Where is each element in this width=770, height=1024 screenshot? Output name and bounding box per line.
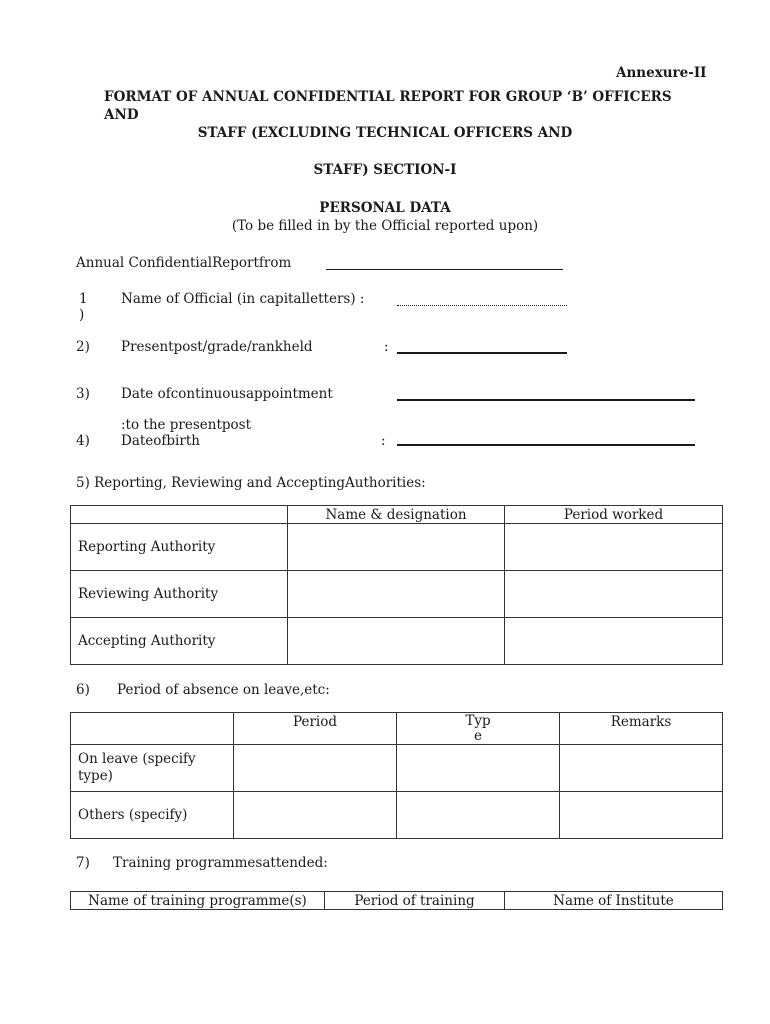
- absence-col-type: [397, 713, 560, 745]
- date-of-birth-blank[interactable]: [397, 444, 695, 446]
- personal-data-heading: PERSONAL DATA: [319, 200, 451, 216]
- form-title-line3: STAFF (EXCLUDING TECHNICAL OFFICERS AND: [197, 125, 573, 141]
- field-4-colon: :: [381, 433, 386, 449]
- table-row: [71, 571, 723, 618]
- training-col-period: Period of training: [325, 892, 505, 910]
- absence-table: [70, 712, 723, 839]
- absence-col-period: Period: [234, 713, 397, 745]
- field-1-number-paren: ): [79, 307, 85, 323]
- section-7-heading: Training programmesattended:: [113, 855, 328, 871]
- others-remarks-cell[interactable]: [560, 792, 723, 839]
- field-2-label: Presentpost/grade/rankheld: [121, 339, 313, 355]
- official-name-blank[interactable]: [397, 305, 567, 306]
- section-5-heading: 5) Reporting, Reviewing and AcceptingAuthorities:: [76, 475, 426, 491]
- accepting-authority-label: Accepting Authority: [71, 618, 288, 665]
- authorities-col-blank: [71, 506, 288, 524]
- training-col-institute: Name of Institute: [505, 892, 723, 910]
- section-7-number: 7): [76, 855, 90, 871]
- fill-instruction: (To be filled in by the Official reported upon): [231, 218, 539, 234]
- on-leave-period-cell[interactable]: [234, 745, 397, 792]
- field-3-label-continued: :to the presentpost: [121, 417, 252, 433]
- accepting-authority-name-cell[interactable]: [288, 618, 505, 665]
- form-title-line2: AND: [104, 107, 139, 123]
- authorities-col-name: Name & designation: [288, 506, 505, 524]
- table-row: [71, 524, 723, 571]
- training-table: [70, 891, 723, 910]
- others-type-cell[interactable]: [397, 792, 560, 839]
- annexure-label: Annexure-II: [616, 65, 707, 81]
- authorities-table: [70, 505, 723, 665]
- table-row: [71, 745, 723, 792]
- field-1-label: Name of Official (in capitalletters) :: [121, 291, 365, 307]
- reporting-authority-label: Reporting Authority: [71, 524, 288, 571]
- table-row: [71, 618, 723, 665]
- training-header-row: [71, 892, 723, 910]
- section-6-heading: Period of absence on leave,etc:: [117, 682, 330, 698]
- field-4-number: 4): [76, 433, 90, 449]
- authorities-header-row: [71, 506, 723, 524]
- reviewing-authority-period-cell[interactable]: [505, 571, 723, 618]
- absence-col-remarks: Remarks: [560, 713, 723, 745]
- on-leave-remarks-cell[interactable]: [560, 745, 723, 792]
- on-leave-label: [71, 745, 234, 792]
- report-from-label: Annual ConfidentialReportfrom: [76, 255, 292, 271]
- field-1-number: 1: [79, 291, 88, 307]
- appointment-date-blank[interactable]: [397, 399, 695, 401]
- authorities-col-period: Period worked: [505, 506, 723, 524]
- accepting-authority-period-cell[interactable]: [505, 618, 723, 665]
- field-4-label: Dateofbirth: [121, 433, 200, 449]
- on-leave-type-cell[interactable]: [397, 745, 560, 792]
- form-title-line1: FORMAT OF ANNUAL CONFIDENTIAL REPORT FOR GROUP ‘B’ OFFICERS: [104, 89, 672, 105]
- section-6-number: 6): [76, 682, 90, 698]
- others-period-cell[interactable]: [234, 792, 397, 839]
- on-leave-label-part1: On leave (specify: [78, 751, 196, 767]
- field-2-colon: :: [384, 339, 389, 355]
- report-from-blank[interactable]: [326, 269, 563, 270]
- present-post-blank[interactable]: [397, 352, 567, 354]
- absence-col-type-part1: Typ: [465, 713, 491, 729]
- absence-header-row: [71, 713, 723, 745]
- reviewing-authority-label: Reviewing Authority: [71, 571, 288, 618]
- reviewing-authority-name-cell[interactable]: [288, 571, 505, 618]
- field-2-number: 2): [76, 339, 90, 355]
- on-leave-label-part2: type): [78, 768, 113, 784]
- form-title-line4: STAFF) SECTION-I: [313, 162, 457, 178]
- absence-col-type-part2: e: [474, 728, 482, 744]
- absence-col-blank: [71, 713, 234, 745]
- table-row: [71, 792, 723, 839]
- reporting-authority-period-cell[interactable]: [505, 524, 723, 571]
- training-col-programme: Name of training programme(s): [71, 892, 325, 910]
- reporting-authority-name-cell[interactable]: [288, 524, 505, 571]
- field-3-label: Date ofcontinuousappointment: [121, 386, 333, 402]
- others-label: Others (specify): [71, 792, 234, 839]
- field-3-number: 3): [76, 386, 90, 402]
